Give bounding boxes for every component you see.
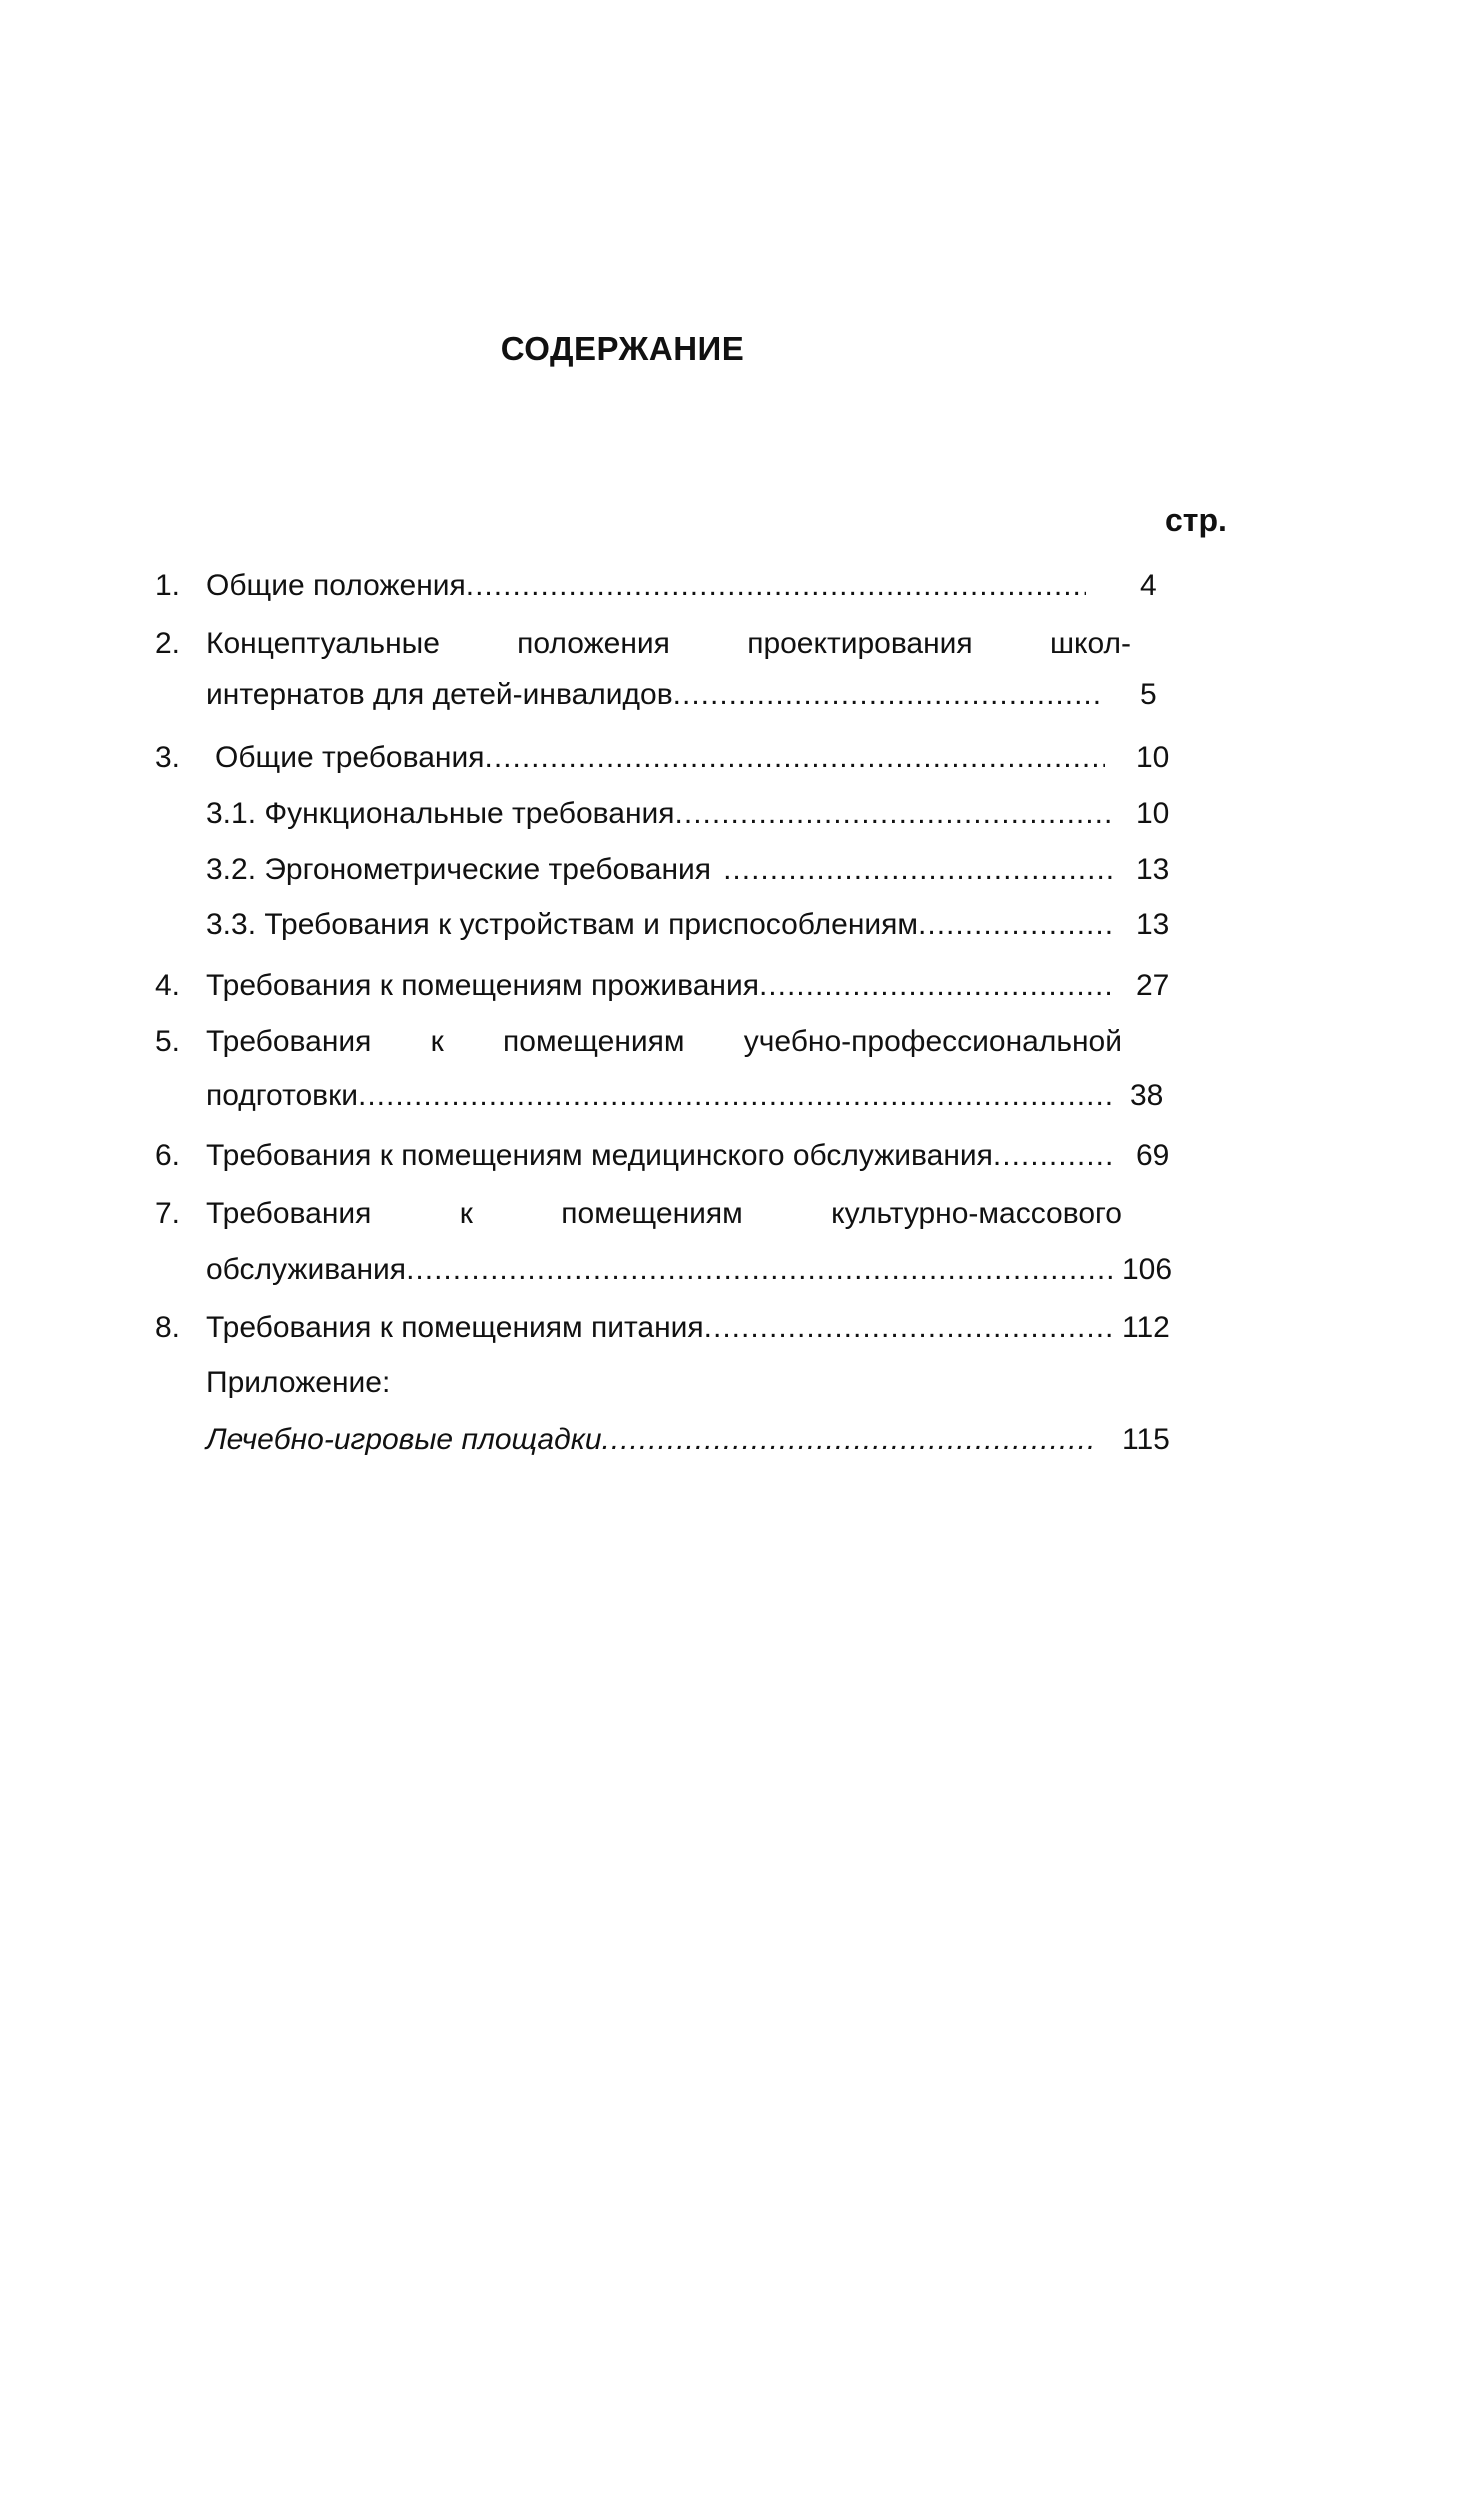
- toc-entry-title: Лечебно-игровые площадки: [206, 1423, 602, 1456]
- toc-entry-1[interactable]: [0, 564, 1482, 608]
- dot-leader: [602, 1418, 1096, 1462]
- toc-entry-number: 1.: [155, 569, 181, 602]
- toc-entry-title-line-1: Требования к помещениям культурно-массового: [206, 1197, 1122, 1230]
- toc-entry-page: 10: [1136, 797, 1170, 830]
- toc-entry-page: 115: [1122, 1423, 1170, 1456]
- toc-entry-6[interactable]: [0, 1134, 1482, 1178]
- toc-entry-title: Общие требования: [215, 741, 485, 774]
- toc-entry-7-continued[interactable]: [0, 1248, 1482, 1292]
- dot-leader: [358, 1074, 1112, 1118]
- toc-entry-5[interactable]: [0, 1020, 1482, 1064]
- toc-entry-number: 3.: [155, 741, 181, 774]
- dot-leader: [675, 792, 1112, 836]
- toc-entry-title-line-2: подготовки: [206, 1079, 358, 1112]
- toc-entry-page: 10: [1136, 741, 1170, 774]
- document-title: СОДЕРЖАНИЕ: [500, 330, 745, 367]
- toc-entry-page: 69: [1136, 1139, 1170, 1172]
- appendix-label: Приложение:: [206, 1366, 391, 1399]
- toc-entry-page: 106: [1122, 1253, 1173, 1286]
- appendix-heading: [0, 1361, 1482, 1405]
- toc-entry-2-continued[interactable]: [0, 673, 1482, 717]
- toc-entry-3-1[interactable]: [0, 792, 1482, 836]
- toc-entry-4[interactable]: [0, 964, 1482, 1008]
- toc-entry-number: 8.: [155, 1311, 181, 1344]
- toc-entry-5-continued[interactable]: [0, 1074, 1482, 1118]
- toc-entry-7[interactable]: [0, 1192, 1482, 1236]
- toc-entry-title: Требования к помещениям проживания: [206, 969, 759, 1002]
- toc-entry-number: 4.: [155, 969, 181, 1002]
- dot-leader: [723, 848, 1112, 892]
- dot-leader: [673, 673, 1102, 717]
- toc-entry-number: 7.: [155, 1197, 181, 1230]
- toc-entry-title: 3.3. Требования к устройствам и приспособлениям: [206, 908, 919, 941]
- dot-leader: [406, 1248, 1112, 1292]
- toc-entry-number: 6.: [155, 1139, 181, 1172]
- toc-entry-number: 5.: [155, 1025, 181, 1058]
- toc-entry-3-3[interactable]: [0, 903, 1482, 947]
- toc-entry-page: 4: [1140, 569, 1157, 602]
- toc-entry-title-line-2: обслуживания: [206, 1253, 407, 1286]
- toc-entry-page: 38: [1130, 1079, 1164, 1112]
- toc-entry-2[interactable]: [0, 622, 1482, 666]
- toc-entry-page: 27: [1136, 969, 1170, 1002]
- toc-entry-title-line-2: интернатов для детей-инвалидов: [206, 678, 673, 711]
- toc-entry-title: Требования к помещениям медицинского обслуживания: [206, 1139, 993, 1172]
- page-column-label: стр.: [1165, 502, 1227, 538]
- toc-entry-title: 3.2. Эргонометрические требования: [206, 853, 712, 886]
- toc-entry-title: Требования к помещениям питания: [206, 1311, 704, 1344]
- toc-entry-3[interactable]: [0, 736, 1482, 780]
- toc-entry-title: 3.1. Функциональные требования: [206, 797, 675, 830]
- toc-entry-appendix[interactable]: [0, 1418, 1482, 1462]
- toc-entry-number: 2.: [155, 627, 181, 660]
- toc-entry-title-line-1: Требования к помещениям учебно-профессиональной: [206, 1025, 1122, 1058]
- dot-leader: [759, 964, 1112, 1008]
- toc-entry-8[interactable]: [0, 1306, 1482, 1350]
- toc-entry-page: 112: [1122, 1311, 1170, 1344]
- toc-entry-title-line-1: Концептуальные положения проектирования школ-: [206, 627, 1131, 660]
- dot-leader: [704, 1306, 1112, 1350]
- toc-entry-title: Общие положения: [206, 569, 466, 602]
- dot-leader: [466, 564, 1086, 608]
- dot-leader: [993, 1134, 1112, 1178]
- dot-leader: [918, 903, 1112, 947]
- toc-entry-page: 13: [1136, 908, 1170, 941]
- toc-entry-3-2[interactable]: [0, 848, 1482, 892]
- toc-entry-page: 5: [1140, 678, 1157, 711]
- dot-leader: [484, 736, 1105, 780]
- toc-entry-page: 13: [1136, 853, 1170, 886]
